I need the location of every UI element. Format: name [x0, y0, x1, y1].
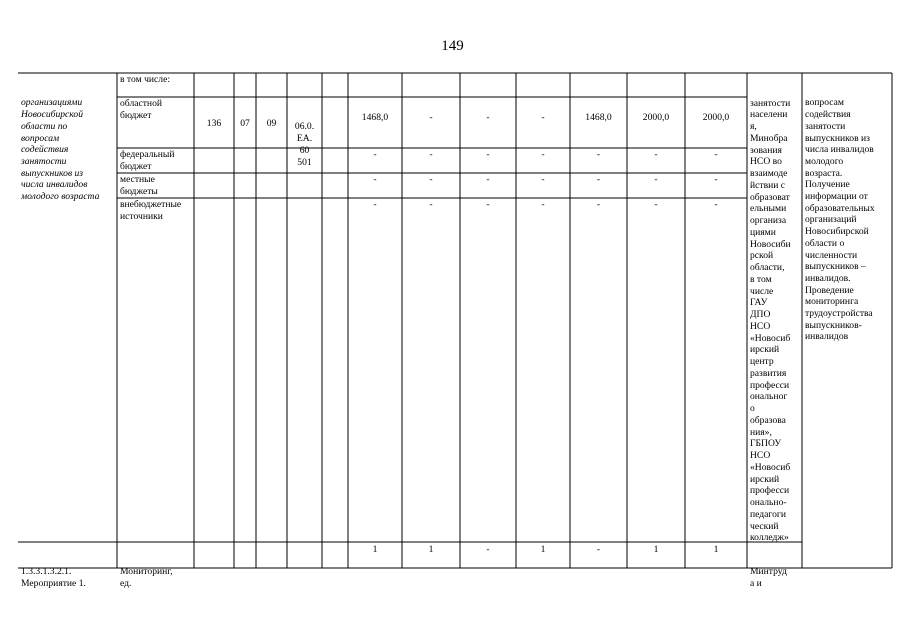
result-description: вопросам содействия занятости выпускников из числа инвалидов молодого возраста. Получение информации от образовательных организаций Новосибирской области о численности выпускников – инвалидов. Проведение мониторинга трудоустройства выпускников- инвалидов: [805, 97, 875, 343]
value-cell: -: [714, 199, 718, 210]
value-cell: -: [486, 199, 490, 210]
row-label: внебюджетные источники: [120, 199, 182, 222]
row-label: местные бюджеты: [120, 174, 158, 197]
value-cell: 2000,0: [642, 112, 670, 123]
gp-code: 136: [206, 118, 222, 129]
value-cell: -: [429, 112, 433, 123]
value-cell: -: [541, 112, 545, 123]
row-label: областной бюджет: [120, 98, 163, 121]
value-cell: 1468,0: [585, 112, 612, 123]
value-cell: -: [541, 149, 545, 160]
value-cell: -: [486, 174, 490, 185]
value-cell: -: [654, 149, 658, 160]
value-cell: -: [373, 149, 377, 160]
value-cell: -: [373, 199, 377, 210]
value-cell: -: [429, 149, 433, 160]
activity-code: 1.3.3.1.3.2.1. Мероприятие 1.: [21, 566, 86, 590]
value-cell: -: [654, 174, 658, 185]
value-cell: 2000,0: [702, 112, 730, 123]
indicator-value: 1: [540, 544, 546, 555]
bottom-executor: Минтруд а и: [750, 566, 787, 590]
value-cell: -: [596, 174, 601, 185]
goal-description: организациями Новосибирской области по вопросам содействия занятости выпускников из числа инвалидов молодого возраста: [21, 97, 100, 203]
rz-code: 09: [266, 118, 277, 129]
value-cell: 1468,0: [361, 112, 389, 123]
ppp-code: 07: [240, 118, 250, 129]
value-cell: -: [486, 149, 490, 160]
value-cell: -: [654, 199, 658, 210]
value-cell: -: [714, 174, 718, 185]
value-cell: -: [373, 174, 377, 185]
value-cell: -: [541, 199, 545, 210]
value-cell: -: [429, 199, 433, 210]
row-label: федеральный бюджет: [120, 149, 175, 172]
indicator-value: 1: [653, 544, 659, 555]
indicator-value: 1: [372, 544, 378, 555]
value-cell: -: [596, 199, 601, 210]
value-cell: -: [596, 149, 601, 160]
page-number: 149: [441, 38, 464, 54]
value-cell: -: [541, 174, 545, 185]
row-label: в том числе:: [120, 74, 171, 85]
indicator-value: -: [486, 544, 490, 555]
value-cell: -: [486, 112, 490, 123]
value-cell: -: [429, 174, 433, 185]
csr-code: 06.0. ЕА. 60 501: [294, 121, 315, 168]
indicator-value: -: [596, 544, 601, 555]
indicator-label: Мониторинг, ед.: [120, 566, 173, 590]
executor-description: занятости населени я, Минобра зования НСО во взаимоде йствии с образоват ельными организа циями Новосиби рской области, в том числе ГАУ ДПО НСО «Новосиб ирский центр развития професси ональног о образова ния», ГБПОУ НСО «Новосиб ирский професси онально- педагоги ческий колледж»: [750, 97, 791, 544]
indicator-value: 1: [428, 544, 434, 555]
indicator-value: 1: [713, 544, 719, 555]
value-cell: -: [714, 149, 718, 160]
